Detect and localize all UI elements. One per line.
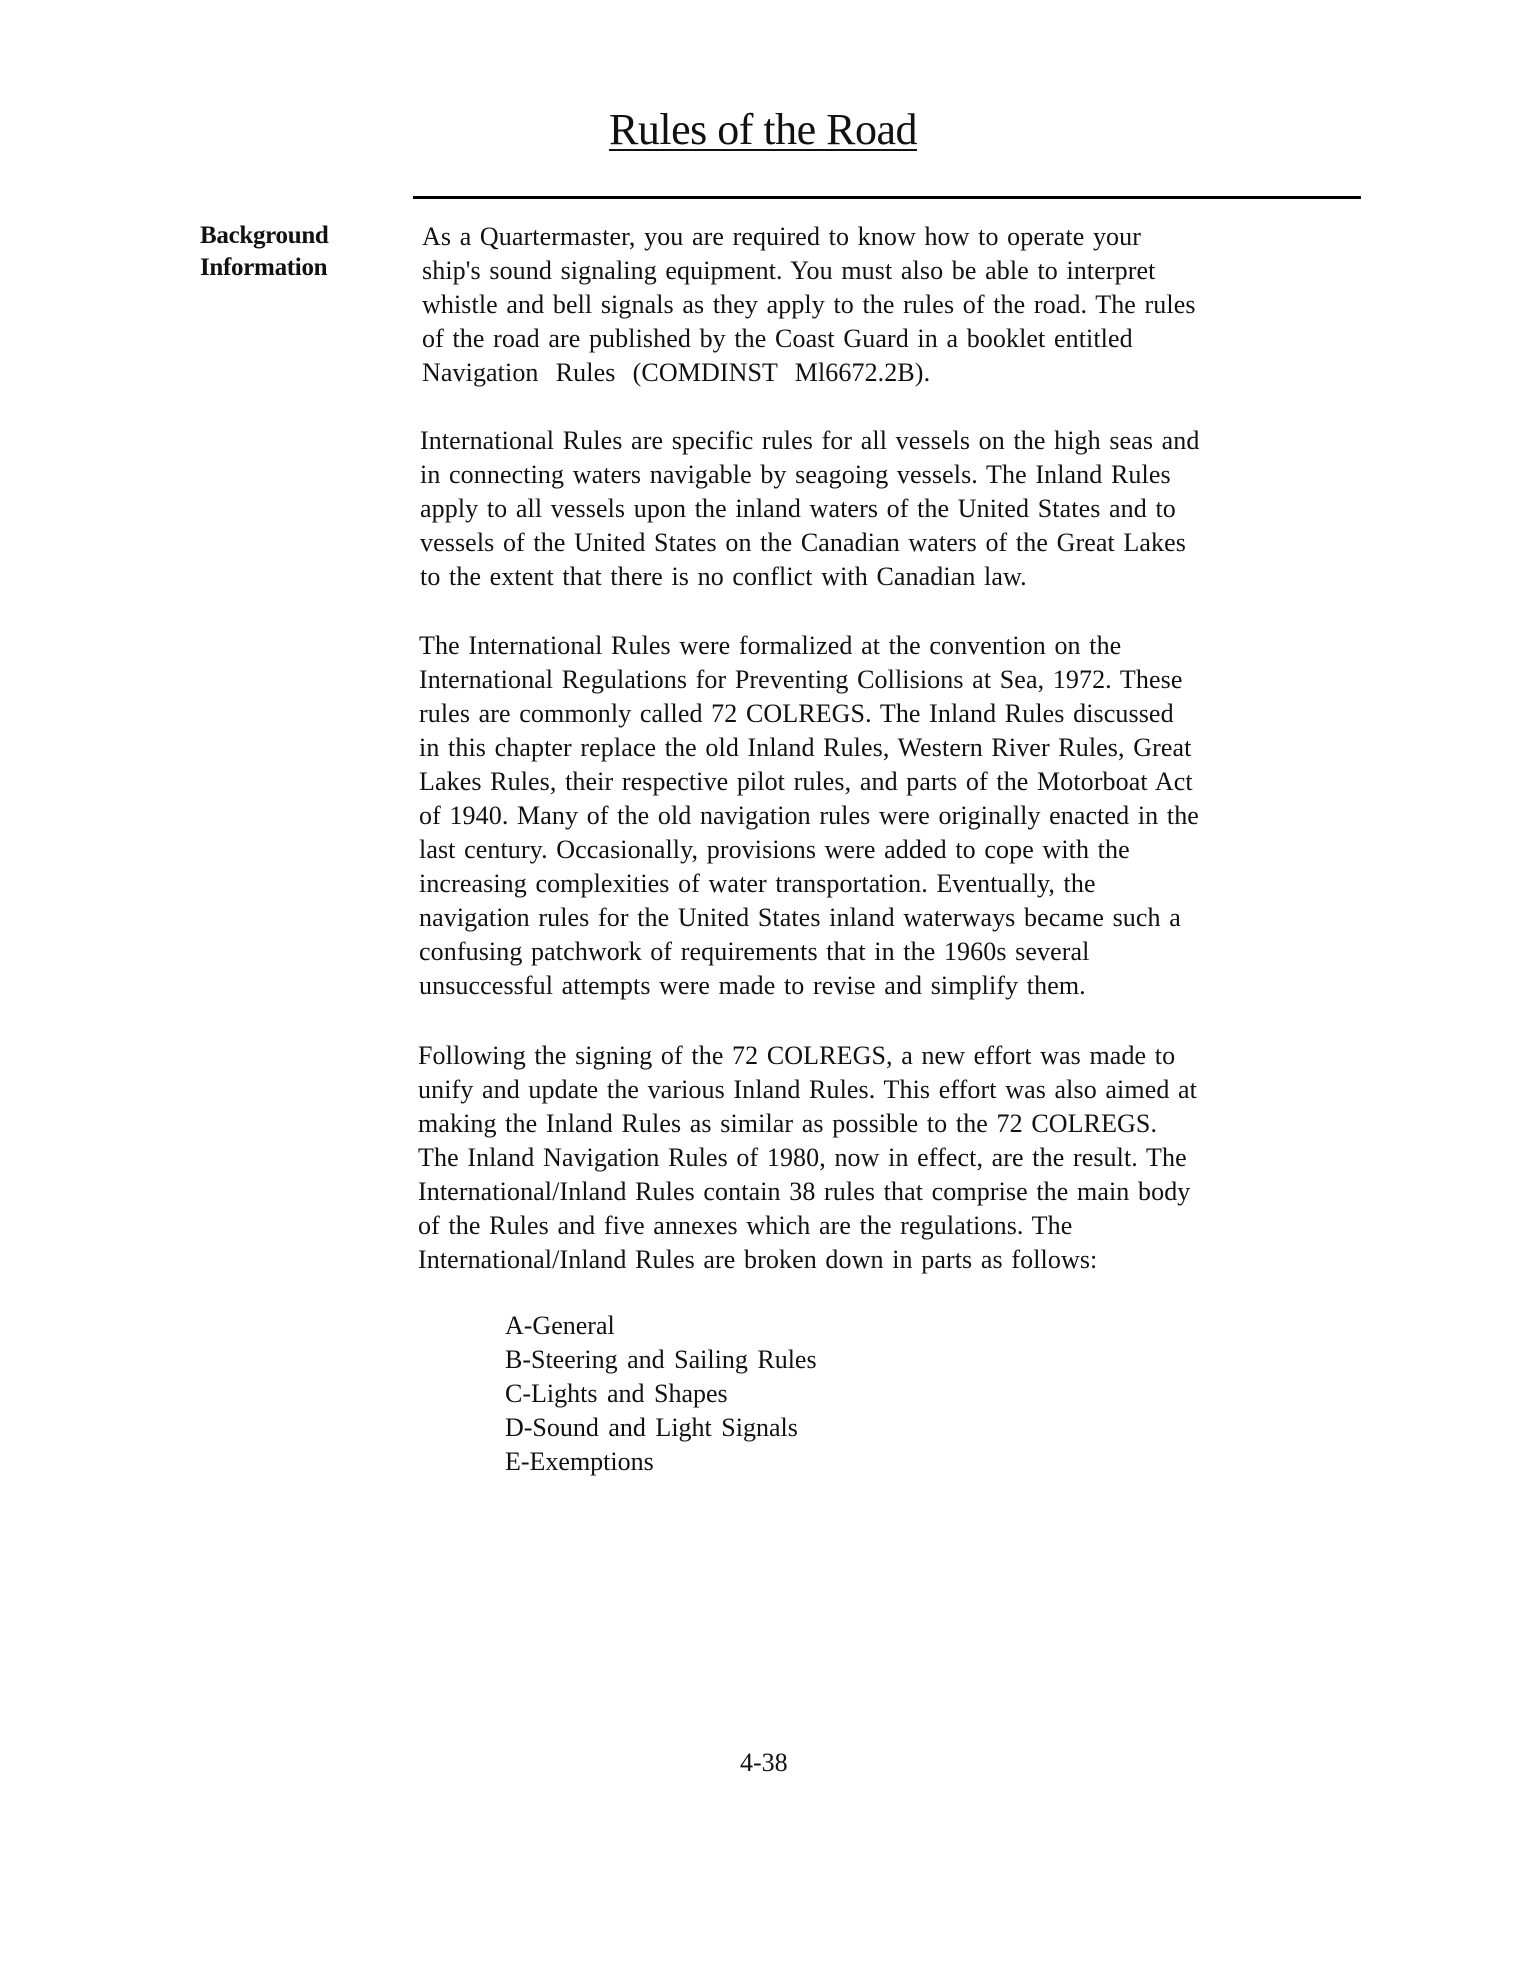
paragraph-line: unify and update the various Inland Rules. This effort was also aimed at [418,1075,1198,1104]
paragraph-line: in connecting waters navigable by seagoing vessels. The Inland Rules [420,460,1171,489]
paragraph-line: confusing patchwork of requirements that in the 1960s several [419,937,1090,966]
paragraph-inland-rules-1980 [418,1039,1197,1277]
paragraph-line: of the road are published by the Coast Guard in a booklet entitled [422,324,1133,353]
paragraph-line: International Regulations for Preventing Collisions at Sea, 1972. These [419,665,1183,694]
paragraph-line: The International Rules were formalized at the convention on the [419,631,1122,660]
paragraph-line: International/Inland Rules contain 38 rules that comprise the main body [418,1177,1191,1206]
paragraph-line: Lakes Rules, their respective pilot rules, and parts of the Motorboat Act [419,767,1193,796]
parts-list-item: E-Exemptions [505,1447,654,1476]
rules-parts-list [505,1309,817,1479]
paragraph-line: International Rules are specific rules for all vessels on the high seas and [420,426,1200,455]
paragraph-line: As a Quartermaster, you are required to know how to operate your [422,222,1142,251]
paragraph-line: vessels of the United States on the Canadian waters of the Great Lakes [420,528,1186,557]
paragraph-line: Navigation Rules (COMDINST Ml6672.2B). [422,358,931,387]
parts-list-item: D-Sound and Light Signals [505,1413,798,1442]
paragraph-international-inland [420,424,1199,594]
paragraph-line: ship's sound signaling equipment. You must also be able to interpret [422,256,1156,285]
paragraph-line: International/Inland Rules are broken down in parts as follows: [418,1245,1098,1274]
parts-list-item: C-Lights and Shapes [505,1379,728,1408]
page-number: 4-38 [740,1748,788,1777]
paragraph-line: to the extent that there is no conflict with Canadian law. [420,562,1027,591]
paragraph-line: increasing complexities of water transportation. Eventually, the [419,869,1096,898]
paragraph-line: last century. Occasionally, provisions were added to cope with the [419,835,1130,864]
paragraph-line: The Inland Navigation Rules of 1980, now in effect, are the result. The [418,1143,1187,1172]
paragraph-line: in this chapter replace the old Inland Rules, Western River Rules, Great [419,733,1192,762]
section-heading-line: Information [200,254,328,281]
paragraph-line: whistle and bell signals as they apply to the rules of the road. The rules [422,290,1196,319]
paragraph-colregs-history [419,629,1199,1003]
section-heading-line: Background [200,222,329,249]
paragraph-line: making the Inland Rules as similar as possible to the 72 COLREGS. [418,1109,1158,1138]
header-divider [413,196,1361,199]
parts-list-item: A-General [505,1311,615,1340]
paragraph-line: apply to all vessels upon the inland waters of the United States and to [420,494,1176,523]
paragraph-line: navigation rules for the United States inland waterways became such a [419,903,1181,932]
parts-list-item: B-Steering and Sailing Rules [505,1345,817,1374]
paragraph-line: unsuccessful attempts were made to revise and simplify them. [419,971,1086,1000]
section-heading [200,220,329,284]
paragraph-line: Following the signing of the 72 COLREGS, a new effort was made to [418,1041,1176,1070]
paragraph-line: rules are commonly called 72 COLREGS. The Inland Rules discussed [419,699,1174,728]
paragraph-line: of the Rules and five annexes which are the regulations. The [418,1211,1073,1240]
paragraph-line: of 1940. Many of the old navigation rules were originally enacted in the [419,801,1199,830]
page-title: Rules of the Road [609,105,918,154]
paragraph-quartermaster-intro [422,220,1196,390]
